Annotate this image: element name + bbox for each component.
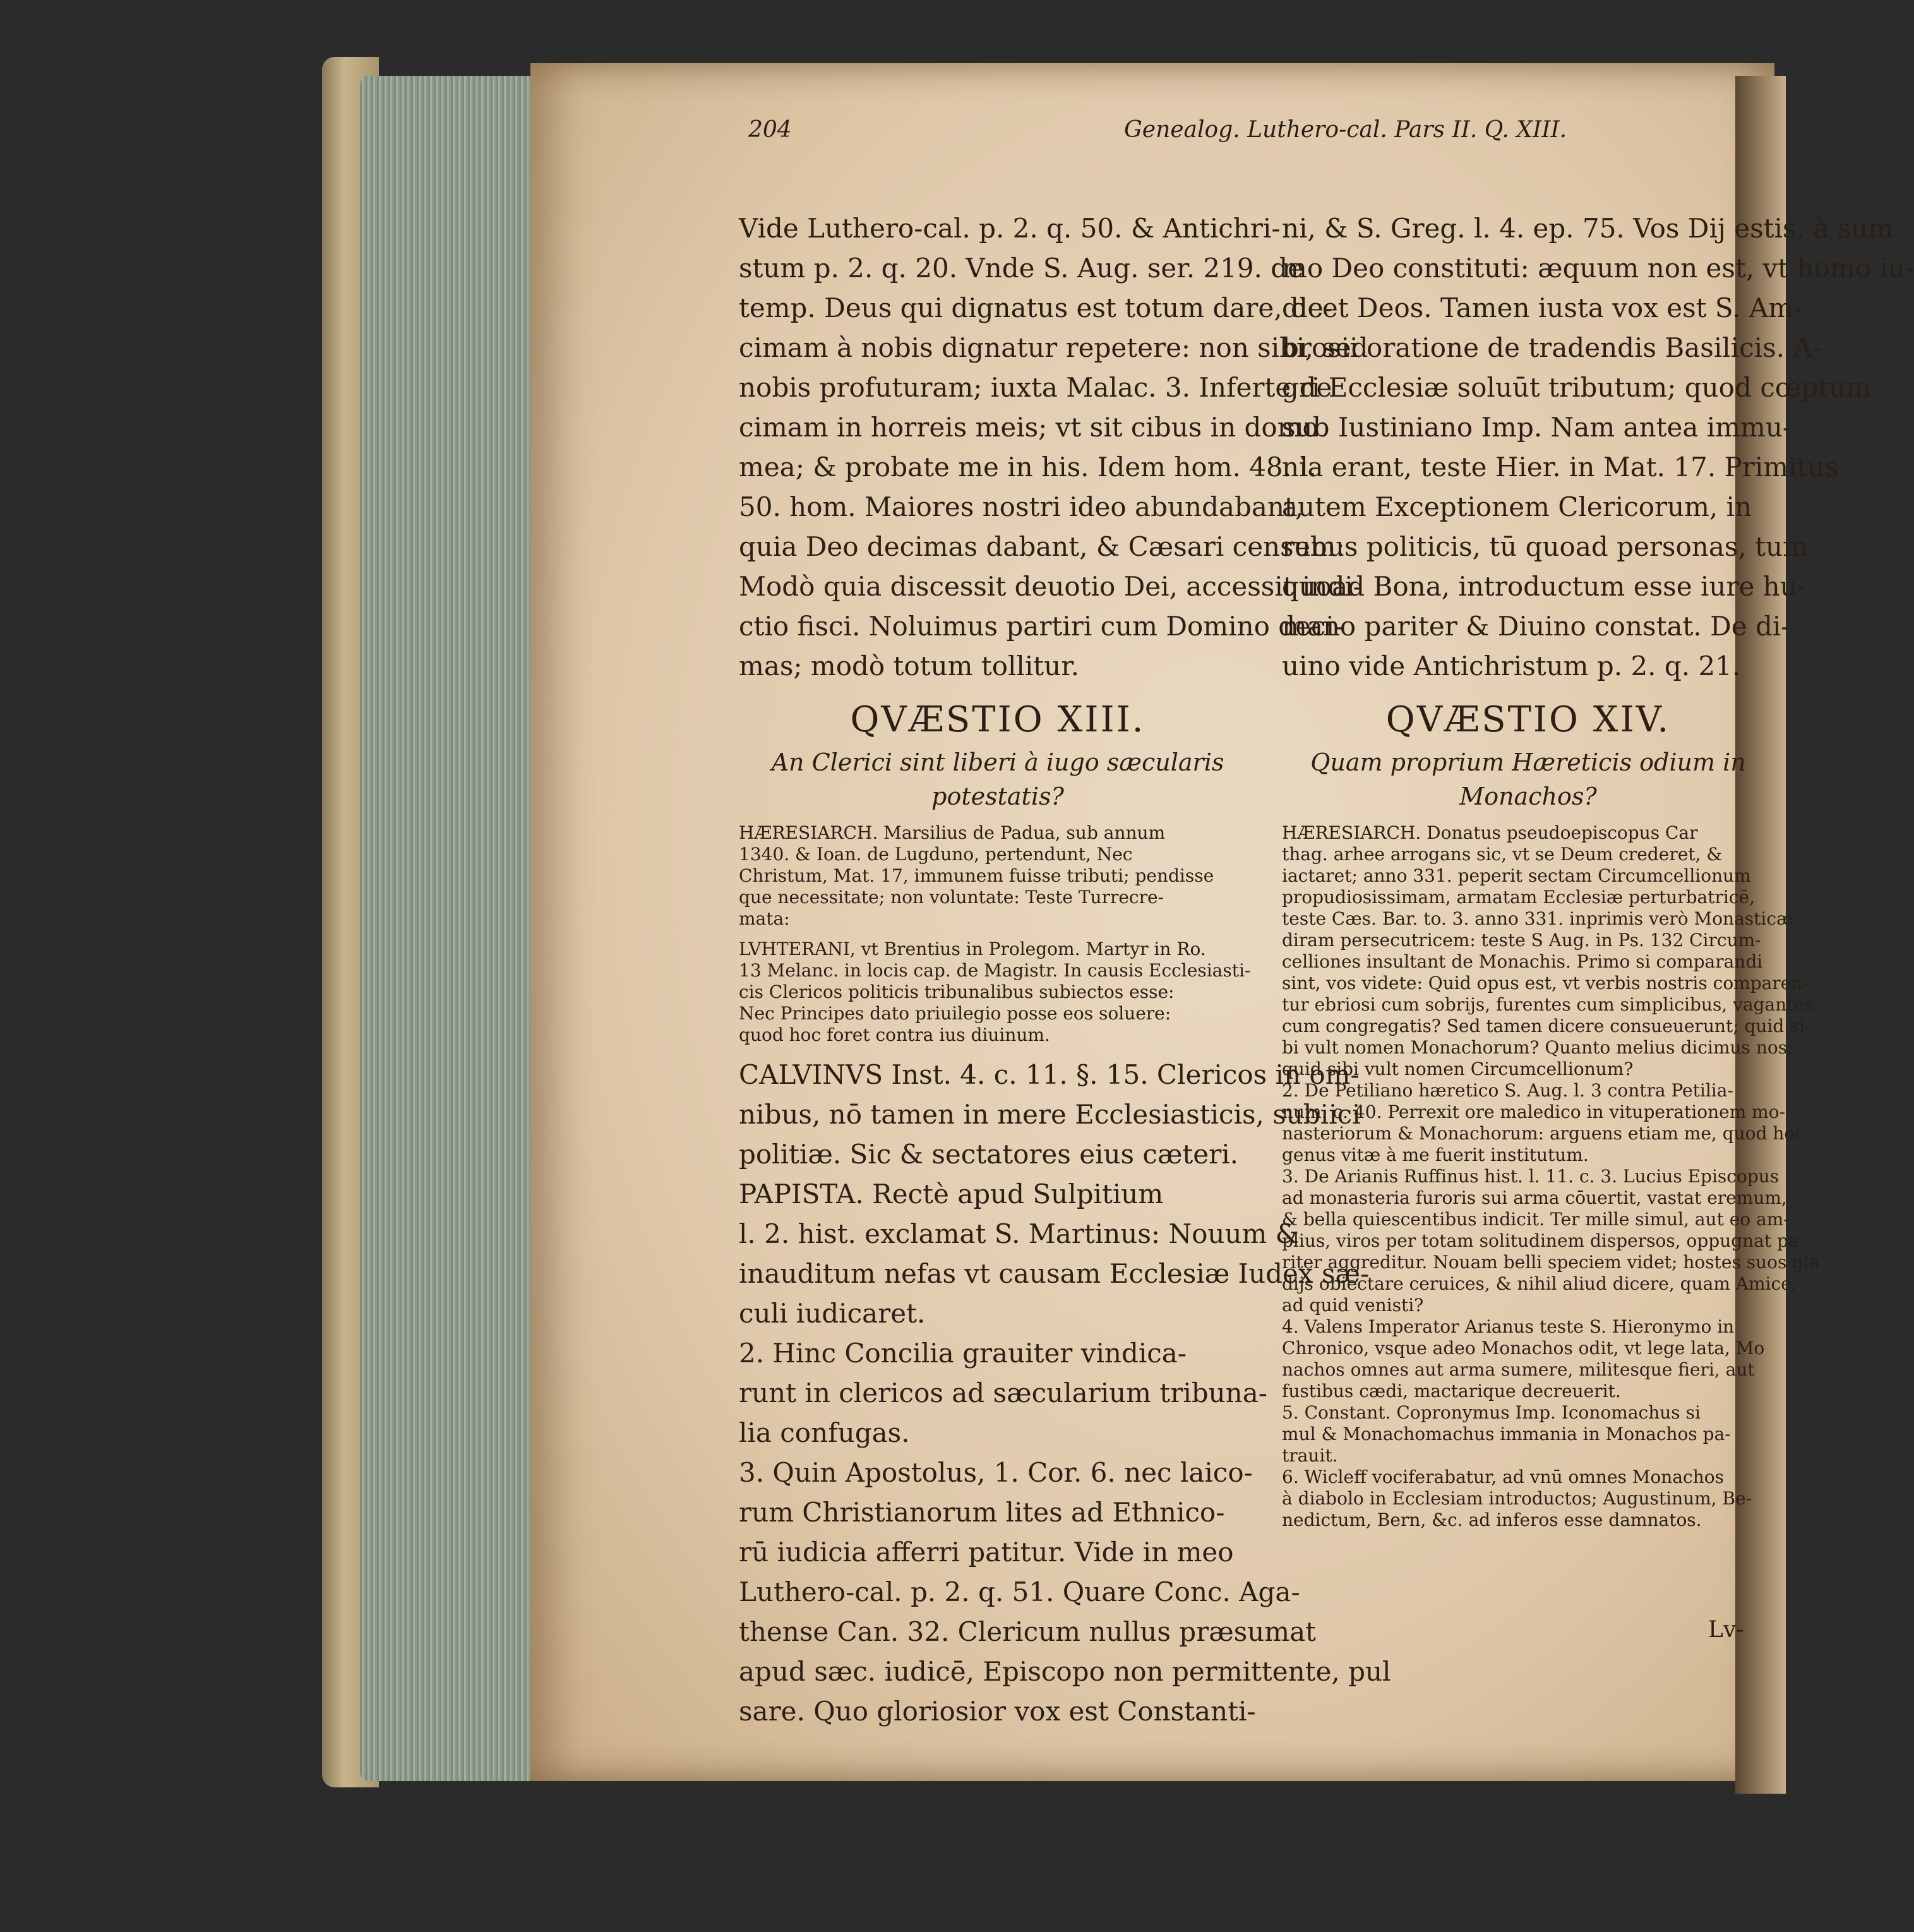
heresiarch-paragraph <box>739 822 1257 930</box>
text-line: mul & Monachomachus immania in Monachos pa- <box>1282 1424 1731 1444</box>
text-line: diram persecutricem: teste S Aug. in Ps. 132 Circum- <box>1282 930 1761 951</box>
question-14-body <box>1282 822 1820 1531</box>
text-line: An Clerici sint liberi à iugo sæcularis <box>771 748 1224 776</box>
text-line: num. c. 40. Perrexit ore maledico in vituperationem mo- <box>1282 1101 1786 1122</box>
text-line: quoad Bona, introductum esse iure hu- <box>1282 571 1806 602</box>
text-line: autem Exceptionem Clericorum, in <box>1282 491 1752 522</box>
text-line: brosii oratione de tradendis Basilicis. A- <box>1282 332 1821 363</box>
running-title: Genealog. Luthero-cal. Pars II. Q. XIII. <box>1124 117 1567 143</box>
text-line: ad monasteria furoris sui arma cōuertit, vastat eremum, <box>1282 1187 1787 1208</box>
text-line: tur ebriosi cum sobrijs, furentes cum simplicibus, vagantes <box>1282 994 1814 1015</box>
text-line: mo Deo constituti: æquum non est, vt homo iu- <box>1282 253 1914 284</box>
text-line: Christum, Mat. 17, immunem fuisse tributi; pendisse <box>739 865 1214 886</box>
text-line: nedictum, Bern, &c. ad inferos esse damnatos. <box>1282 1509 1702 1530</box>
text-line: thag. arhee arrogans sic, vt se Deum crederet, & <box>1282 844 1723 865</box>
text-line: bi vult nomen Monachorum? Quanto melius dicimus nos; <box>1282 1037 1793 1058</box>
text-line: Chronico, vsque adeo Monachos odit, vt lege lata, Mo <box>1282 1338 1765 1359</box>
question-14-title: QVÆSTIO XIV. <box>1385 699 1671 740</box>
text-line: iactaret; anno 331. peperit sectam Circumcellionum <box>1282 865 1751 886</box>
text-line: l. 2. hist. exclamat S. Martinus: Nouum & <box>739 1218 1300 1249</box>
text-line: HÆRESIARCH. Donatus pseudoepiscopus Car <box>1282 822 1698 843</box>
lutherani-paragraph <box>739 939 1257 1046</box>
text-line: cum congregatis? Sed tamen dicere consueuerunt; quid si- <box>1282 1016 1810 1036</box>
text-line: lia confugas. <box>739 1417 910 1448</box>
text-line: cimam in horreis meis; vt sit cibus in domo <box>739 412 1319 443</box>
text-line: celliones insultant de Monachis. Primo si comparandi <box>1282 951 1763 972</box>
text-line: Modò quia discessit deuotio Dei, accessit indi- <box>739 571 1362 602</box>
right-intro <box>1282 208 1914 686</box>
question-13-subtitle <box>739 745 1257 813</box>
text-line: rum Christianorum lites ad Ethnico- <box>739 1497 1225 1528</box>
text-line: culi iudicaret. <box>739 1298 926 1329</box>
catchword: Lv- <box>1708 1617 1744 1643</box>
text-line: LVHTERANI, vt Brentius in Prolegom. Martyr in Ro. <box>739 939 1206 959</box>
text-line: 4. Valens Imperator Arianus teste S. Hieronymo in <box>1282 1316 1735 1337</box>
text-line: mea; & probate me in his. Idem hom. 48. l. <box>739 452 1317 483</box>
text-line: que necessitate; non voluntate: Teste Turrecre- <box>739 887 1164 908</box>
text-line: nibus, nō tamen in mere Ecclesiasticis, subiici <box>739 1099 1361 1130</box>
text-line: 50. hom. Maiores nostri ideo abundabant, <box>739 491 1304 522</box>
text-line: Luthero-cal. p. 2. q. 51. Quare Conc. Aga- <box>739 1576 1300 1607</box>
text-line: & bella quiescentibus indicit. Ter mille simul, aut eo am- <box>1282 1209 1790 1230</box>
text-line: 3. De Arianis Ruffinus hist. l. 11. c. 3. Lucius Episcopus <box>1282 1166 1779 1187</box>
text-line: apud sæc. iudicē, Episcopo non permittente, pul <box>739 1656 1391 1687</box>
text-line: rebus politicis, tū quoad personas, tum <box>1282 531 1808 562</box>
text-line: Monachos? <box>1459 783 1597 810</box>
text-line: plius, viros per totam solitudinem dispersos, oppugnat pa- <box>1282 1230 1805 1251</box>
text-line: nia erant, teste Hier. in Mat. 17. Primitus <box>1282 452 1839 483</box>
text-line: Vide Luthero-cal. p. 2. q. 50. & Antichri- <box>739 213 1281 244</box>
left-intro <box>739 208 1368 686</box>
text-line: gri Ecclesiæ soluūt tributum; quod cœptum <box>1282 372 1871 403</box>
text-line: 6. Wicleff vociferabatur, ad vnū omnes Monachos <box>1282 1467 1724 1487</box>
text-line: 2. Hinc Concilia grauiter vindica- <box>739 1338 1187 1369</box>
text-line: propudiosissimam, armatam Ecclesiæ perturbatricē, <box>1282 887 1755 908</box>
question-14-subtitle <box>1282 745 1774 813</box>
text-line: HÆRESIARCH. Marsilius de Padua, sub annum <box>739 822 1166 843</box>
page-number: 204 <box>748 117 792 143</box>
text-line: mano pariter & Diuino constat. De di- <box>1282 611 1790 642</box>
text-line: genus vitæ à me fuerit institutum. <box>1282 1144 1589 1165</box>
text-line: sint, vos videte: Quid opus est, vt verbis nostris comparen- <box>1282 973 1809 993</box>
text-line: thense Can. 32. Clericum nullus præsumat <box>739 1616 1317 1647</box>
text-line: temp. Deus qui dignatus est totum dare, de- <box>739 292 1332 323</box>
text-line: sub Iustiniano Imp. Nam antea immu- <box>1282 412 1792 443</box>
text-line: sare. Quo gloriosior vox est Constanti- <box>739 1696 1256 1727</box>
text-line: uino vide Antichristum p. 2. q. 21. <box>1282 651 1741 681</box>
text-line: 1340. & Ioan. de Lugduno, pertendunt, Nec <box>739 844 1133 865</box>
text-line: ad quid venisti? <box>1282 1295 1424 1316</box>
text-line: nasteriorum & Monachorum: arguens etiam me, quod hoc <box>1282 1123 1805 1144</box>
text-line: quia Deo decimas dabant, & Cæsari censum: <box>739 531 1345 562</box>
text-line: PAPISTA. Rectè apud Sulpitium <box>739 1179 1164 1209</box>
text-line: nachos omnes aut arma sumere, militesque fieri, aut <box>1282 1359 1755 1380</box>
text-line: politiæ. Sic & sectatores eius cæteri. <box>739 1139 1239 1170</box>
calvinus-paragraph <box>739 1055 1361 1174</box>
text-line: ctio fisci. Noluimus partiri cum Domino deci- <box>739 611 1344 642</box>
text-line: Nec Principes dato priuilegio posse eos soluere: <box>739 1003 1171 1024</box>
text-line: riter aggreditur. Nouam belli speciem videt; hostes suos gla <box>1282 1252 1820 1273</box>
text-line: ni, & S. Greg. l. 4. ep. 75. Vos Dij estis, à sum <box>1282 213 1894 244</box>
text-line: Quam proprium Hæreticis odium in <box>1310 748 1746 776</box>
question-13-title: QVÆSTIO XIII. <box>850 699 1145 740</box>
right-column <box>1282 208 1914 1531</box>
text-line: potestatis? <box>931 783 1064 810</box>
text-line: CALVINVS Inst. 4. c. 11. §. 15. Clericos in om- <box>739 1059 1360 1090</box>
text-line: stum p. 2. q. 20. Vnde S. Aug. ser. 219. de <box>739 253 1303 284</box>
text-line: à diabolo in Ecclesiam introductos; Augustinum, Be- <box>1282 1488 1752 1509</box>
text-line: runt in clericos ad sæcularium tribuna- <box>739 1377 1267 1408</box>
text-line: 2. De Petiliano hæretico S. Aug. l. 3 contra Petilia- <box>1282 1080 1733 1101</box>
text-line: 13 Melanc. in locis cap. de Magistr. In causis Ecclesiasti- <box>739 960 1251 981</box>
page-block-edge <box>360 76 549 1781</box>
text-line: 5. Constant. Copronymus Imp. Iconomachus si <box>1282 1402 1701 1423</box>
text-line: nobis profuturam; iuxta Malac. 3. Inferte de <box>739 372 1332 403</box>
text-line: 3. Quin Apostolus, 1. Cor. 6. nec laico- <box>739 1457 1253 1488</box>
text-line: dicet Deos. Tamen iusta vox est S. Am- <box>1282 292 1803 323</box>
text-line: dijs obiectare ceruices, & nihil aliud dicere, quam Amice, <box>1282 1273 1797 1294</box>
text-line: fustibus cædi, mactarique decreuerit. <box>1282 1381 1621 1401</box>
text-line: quid sibi vult nomen Circumcellionum? <box>1282 1059 1634 1079</box>
text-line: mas; modò totum tollitur. <box>739 651 1080 681</box>
text-line: mata: <box>739 908 790 929</box>
text-line: teste Cæs. Bar. to. 3. anno 331. inprimis verò Monasticæ <box>1282 908 1793 929</box>
text-line: cis Clericos politicis tribunalibus subiectos esse: <box>739 981 1175 1002</box>
text-line: rū iudicia afferri patitur. Vide in meo <box>739 1537 1234 1568</box>
text-line: trauit. <box>1282 1445 1338 1466</box>
text-line: cimam à nobis dignatur repetere: non sibi, sed <box>739 332 1368 363</box>
text-line: inauditum nefas vt causam Ecclesiæ Iudex sæ- <box>739 1258 1370 1289</box>
text-line: quod hoc foret contra ius diuinum. <box>739 1024 1050 1045</box>
